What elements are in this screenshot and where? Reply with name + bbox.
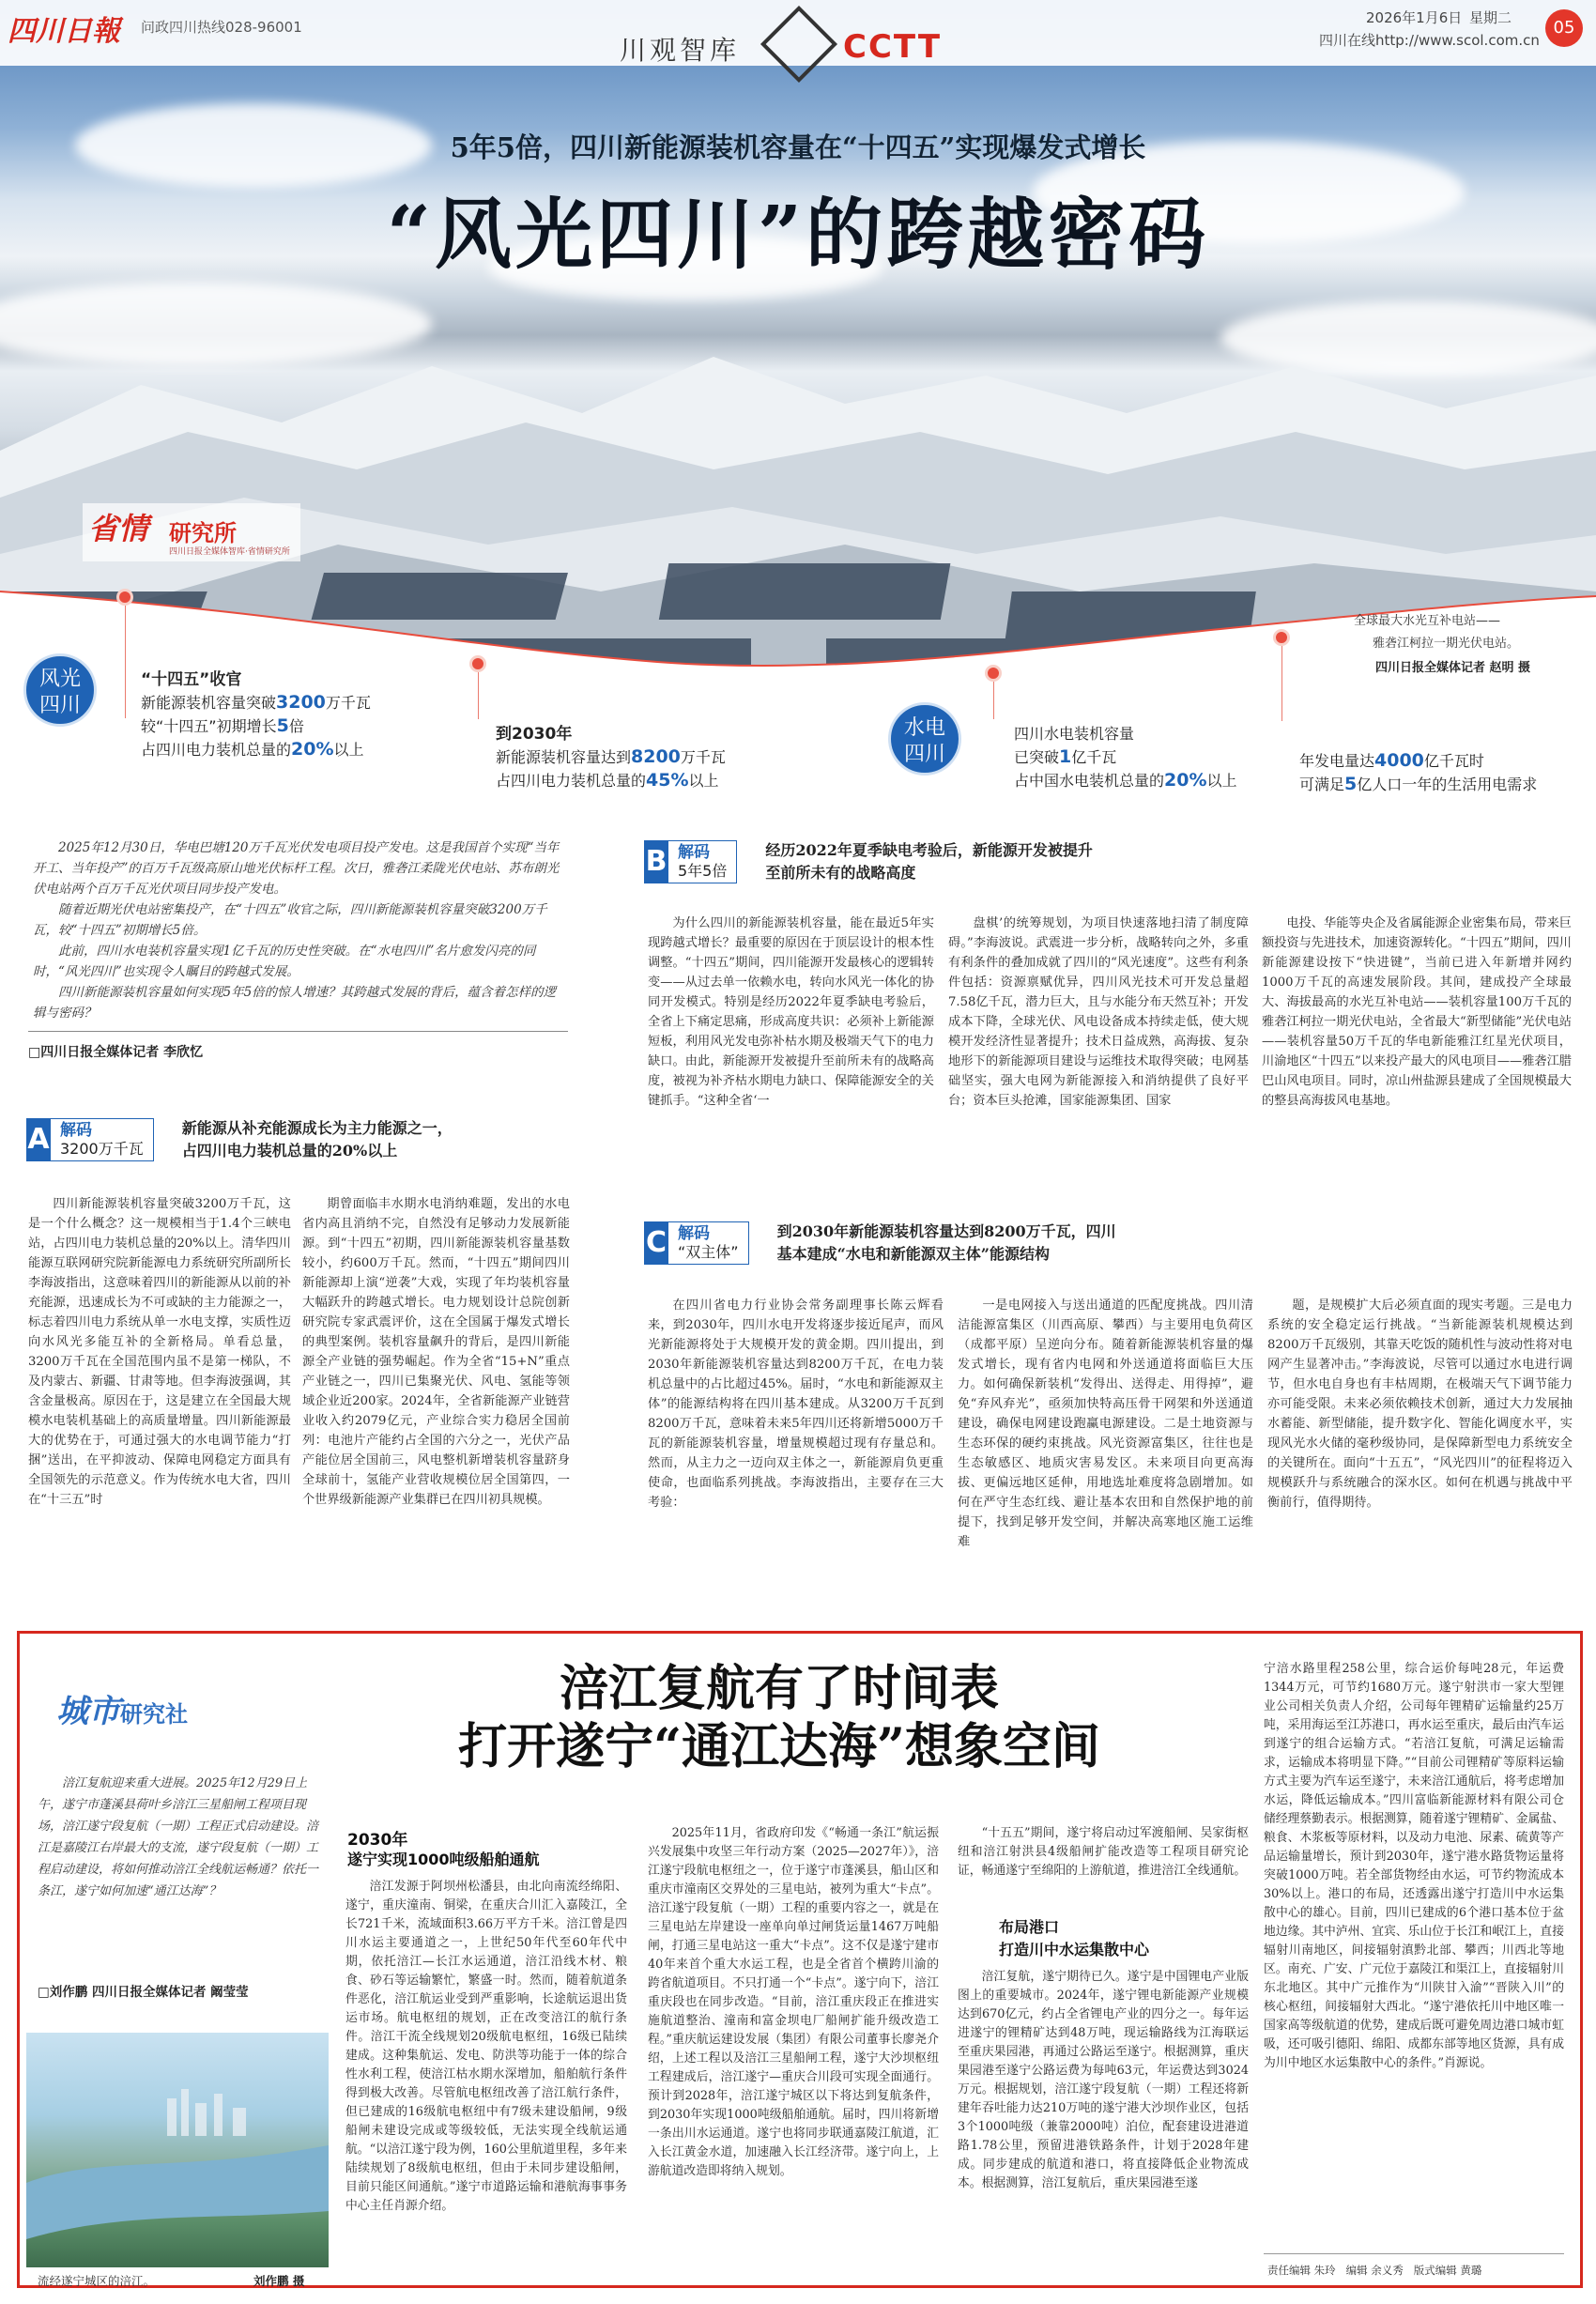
section-subtitle-line: 基本建成“水电和新能源双主体”能源结构 (776, 1245, 1051, 1263)
stat-text: 可满足 (1299, 776, 1345, 793)
divider (28, 1031, 568, 1032)
paper-name: 四川日報 (8, 15, 120, 48)
stat-block-3 (1014, 723, 1237, 792)
hero-headline: “风光四川”的跨越密码 (386, 190, 1210, 280)
stat-text: 以上 (1206, 772, 1237, 790)
section-subtitle (765, 839, 1093, 884)
stat-leader (1281, 646, 1282, 721)
section-subtitle (777, 1221, 1116, 1266)
section-letter: C (644, 1221, 668, 1265)
column-logo-a: 省情 (88, 511, 149, 546)
river-city-photo (26, 2033, 329, 2267)
city-research-logo (56, 1685, 188, 1731)
section-box (51, 1118, 154, 1161)
stat-text: 亿人口一年的生活用电需求 (1357, 776, 1538, 793)
stat-number: 5 (276, 715, 289, 736)
tag-text: 四川 (903, 743, 945, 766)
tag-fengguang (23, 653, 97, 727)
stat-leader (125, 606, 126, 718)
section-c-col2: 一是电网接入与送出通道的匹配度挑战。四川清洁能源富集区（川西高原、攀西）与主要用电负荷区（成都平原）呈逆向分布。随着新能源装机容量的爆发式增长，现有省内电网和外送通道将面临巨大压力。如何确保新装机“发得出、送得走、用得掉”，避免“弃风弃光”，亟须加快特高压骨干网架和外送通道建设，确保电网建设跑赢电源建设。二是土地资源与生态环保的硬约束挑战。风光资源富集区，往往也是生态敏感区、地质灾害易发区。未来项目向更高海拔、更偏远地区延伸，用地选址难度将急剧增加。如何在严守生态红线、避让基本农田和自然保护地的前提下，找到足够开发空间，并解决高寒地区施工运维难 (958, 1298, 1253, 1549)
section-a-col1: 四川新能源装机容量突破3200万千瓦，这是一个什么概念？这一规模相当于1.4个三峡电站，占四川电力装机总量的20%以上。清华四川能源互联网研究院新能源电力系统研究所副所长李海波指出，这意味着四川的新能源从以前的补充能源，迅速成长为不可或缺的主力能源之一，标志着四川电力系统从单一水电支撑，实质性迈向水风光多能互补的全新格局。单看总量，3200万千瓦在全国范围内虽不是第一梯队，不及内蒙古、新疆、甘肃等地。但李海波强调，其含金量极高。原因在于，这是建立在全国最大规模水电装机基础上的高质量增量。四川新能源最大的优势在于，可通过强大的水电调节能力“打捆”送出，在平抑波动、保障电网稳定方面具有全国领先的示范意义。作为传统水电大省，四川在“十三五”时 (28, 1197, 291, 1507)
stat-text: 亿千瓦时 (1423, 752, 1484, 770)
column-logo-b: 研究所 (169, 520, 237, 546)
logo-text: 研究社 (120, 1701, 188, 1728)
intro-byline: □四川日报全媒体记者 李欣忆 (28, 1045, 204, 1060)
title-line: 涪江复航有了时间表 (559, 1660, 999, 1717)
page-number: 05 (1545, 9, 1583, 47)
fujiang-byline: □刘作鹏 四川日报全媒体记者 阚莹莹 (38, 1985, 249, 2000)
stat-text: 年发电量达 (1299, 752, 1375, 770)
section-tag: 解码 (678, 843, 710, 862)
intro-paragraph: 四川新能源装机容量如何实现5年5倍的惊人增速？其跨越式发展的背后，蕴含着怎样的逻辑与密码？ (33, 985, 557, 1021)
fujiang-col1: 涪江发源于阿坝州松潘县，由北向南流经绵阳、遂宁，重庆潼南、铜梁，在重庆合川汇入嘉陵江，全长721千米，流域面积3.66万平方千米。涪江曾是四川水运主要通道之一，上世纪50年代至60年代中期，依托涪江—长江水运通道，涪江沿线木材、粮食、砂石等运输繁忙，繁盛一时。然而，随着航道条件恶化，涪江航运业受到严重影响，长途航运退出货运市场。航电枢纽的规划，正在改变涪江的航行条件。涪江干流全线规划20级航电枢纽，16级已陆续建成。这种集航运、发电、防洪等功能于一体的综合性水利工程，使涪江枯水期水深增加，船舶航行条件得到极大改善。尽管航电枢纽改善了涪江航行条件，但已建成的16级航电枢纽中有7级未建设船闸，9级船闸未建设完成或等级较低，无法实现全线航运通航。“以涪江遂宁段为例，160公里航道里程，多年来陆续规划了8级航电枢纽，但由于未同步建设船闸，目前只能区间通航。”遂宁市道路运输和港航海事事务中心主任肖源介绍。 (345, 1880, 627, 2213)
footer-divider (1264, 2253, 1564, 2254)
hero-kicker: 5年5倍，四川新能源装机容量在“十四五”实现爆发式增长 (450, 131, 1146, 163)
subhead-1a: 2030年 (347, 1831, 408, 1850)
stat-number: 45% (646, 770, 689, 791)
section-subtitle-line: 到2030年新能源装机容量达到8200万千瓦，四川 (776, 1222, 1116, 1240)
stat-dot (469, 655, 486, 672)
stat-text: 以上 (333, 741, 364, 759)
stat-dot (1273, 629, 1290, 646)
brand-logo-text: CCTT (843, 28, 943, 66)
section-subtitle-line: 占四川电力装机总量的20%以上 (181, 1142, 398, 1160)
section-tag: 解码 (678, 1224, 710, 1243)
stat-block-2 (496, 723, 726, 792)
section-key: 5年5倍 (678, 862, 728, 880)
stat-number: 5 (1344, 774, 1358, 794)
stat-number: 1 (1059, 746, 1072, 767)
section-subtitle (182, 1117, 453, 1162)
stat-text: 已突破 (1014, 748, 1060, 766)
tag-shuidian (888, 702, 961, 776)
tag-text: 四川 (38, 694, 81, 717)
subhead-2a: 布局港口 (999, 1918, 1060, 1936)
stat-text: 较“十四五”初期增长 (141, 717, 277, 735)
fujiang-col3-top: “十五五”期间，遂宁将启动过军渡船闸、吴家街枢纽和涪江射洪县4级船闸扩能改造等工程项目研究论证，畅通遂宁至绵阳的上游航道，推进涪江全线通航。 (958, 1826, 1249, 1878)
stat-text: 以上 (688, 772, 719, 790)
stat-text: 占中国水电装机总量的 (1014, 772, 1165, 790)
editor-name: 编辑 余义秀 (1345, 2264, 1404, 2277)
city-skyline-graphic (26, 2033, 329, 2267)
section-c-col1: 在四川省电力行业协会常务副理事长陈云辉看来，到2030年，四川水电开发将逐步接近尾声，而风光新能源将处于大规模开发的黄金期。四川提出，到2030年新能源装机容量达到8200万千瓦，在电力装机总量中的占比超过45%。届时，“水电和新能源双主体”的能源结构将在四川基本建成。从3200万千瓦到8200万千瓦，意味着未来5年四川还将新增5000万千瓦的新能源装机容量，增量规模超过现有存量总和。然而，从主力之一迈向双主体之一，新能源肩负更重使命，也面临系列挑战。李海波指出，主要存在三大考验： (648, 1298, 944, 1510)
tag-text: 风光 (38, 668, 81, 691)
photo-credit: 刘作鹏 摄 (253, 2274, 305, 2288)
photo-caption-1: 全球最大水光互补电站—— (1354, 614, 1501, 628)
section-a-col2: 期曾面临丰水期水电消纳难题，发出的水电省内高且消纳不完，自然没有足够动力发展新能源。到“十四五”初期，四川新能源装机容量基数较小，约600万千瓦。然而，“十四五”期间四川新能源却上演“逆袭”大戏，实现了年均装机容量大幅跃升的跨越式增长。电力规划设计总院创新研究院专家武震评价，这在全国属于爆发式增长的典型案例。装机容量飙升的背后，是四川新能源全产业链的强势崛起。作为全省“15+N”重点产业链之一，四川已集聚光伏、风电、氢能等领域企业近200家。2024年，全省新能源产业链营业收入约2079亿元，产业综合实力稳居全国前列：电池片产能约占全国的六分之一，光伏产品产能位居全国前三，风电整机新增装机容量跻身全球前十，氢能产业营收规模位居全国第四，一个世界级新能源产业集群已在四川初具规模。 (302, 1197, 570, 1507)
section-key: 3200万千瓦 (60, 1140, 144, 1158)
title-line: 打开遂宁“通江达海”想象空间 (458, 1718, 1100, 1775)
intro-paragraph: 随着近期光伏电站密集投产，在“十四五”收官之际，四川新能源装机容量突破3200万千瓦，较“十四五”初期增长5倍。 (33, 902, 547, 938)
brand-name: 川观智库 (620, 35, 741, 66)
photo-caption-2: 雅砻江柯拉一期光伏电站。 (1373, 637, 1520, 651)
stat-leader (478, 672, 479, 719)
intro-paragraph: 此前，四川水电装机容量实现1亿千瓦的历史性突破。在“水电四川”名片愈发闪亮的同时，“风光四川”也实现令人瞩目的跨越式发展。 (33, 944, 536, 979)
section-c-col3: 题，是规模扩大后必须直面的现实考题。三是电力系统的安全稳定运行挑战。“当新能源装机规模达到8200万千瓦级别，其靠天吃饭的随机性与波动性将对电网产生显著冲击。”李海波说，尽管可以通过水电进行调节，但水电自身也有丰枯周期，在极端天气下调节能力亦可能受限。未来必须依赖技术创新，通过大力发展抽水蓄能、新型储能，提升数字化、智能化调度水平，实现风光水火储的毫秒级协同，是保障新型电力系统安全的关键所在。面向“十五五”，“风光四川”的征程将迈入规模跃升与系统融合的深水区。如何在机遇与挑战中平衡前行，值得期待。 (1267, 1298, 1573, 1510)
stat-text: 亿千瓦 (1071, 748, 1117, 766)
section-subtitle-line: 经历2022年夏季缺电考验后，新能源开发被提升 (765, 841, 1093, 859)
section-b-col3: 电投、华能等央企及省属能源企业密集布局，带来巨额投资与先进技术，加速资源转化。“十四五”期间，四川新能源建设按下“快进键”，当前已进入年新增并网约1000万千瓦的高速发展阶段。其间，建成投产全球最大、海拔最高的水光互补电站——装机容量100万千瓦的雅砻江柯拉一期光伏电站，全省最大“新型储能”光伏电站——装机容量50万千瓦的华电新能雅江红星光伏项目，川渝地区“十四五”以来投产最大的风电项目——雅砻江腊巴山风电项目。同时，凉山州盐源县建成了全国规模最大的整县高海拔风电基地。 (1262, 916, 1572, 1108)
photo-credit: 四川日报全媒体记者 赵明 摄 (1375, 661, 1531, 675)
stat-text: 万千瓦 (680, 748, 726, 766)
section-subtitle-line: 新能源从补充能源成长为主力能源之一， (181, 1119, 453, 1137)
stat-number: 8200 (631, 746, 681, 767)
section-letter: A (26, 1118, 51, 1161)
column-logo-sub: 四川日报全媒体智库·省情研究所 (169, 547, 290, 557)
editor-credits (1267, 2263, 1481, 2278)
photo-caption: 流经遂宁城区的涪江。 (38, 2274, 156, 2288)
stat-number: 4000 (1374, 750, 1424, 771)
fujiang-title (319, 1660, 1239, 1776)
tag-text: 水电 (903, 716, 945, 740)
stat-title: 到2030年 (496, 725, 573, 744)
stat-text: 新能源装机容量突破 (141, 694, 277, 712)
stat-number: 20% (291, 739, 334, 760)
intro-lead (33, 837, 568, 1023)
section-b-col2: 盘棋’的统筹规划，为项目快速落地扫清了制度障碍。”李海波说。武震进一步分析，战略转向之外，多重有利条件的叠加成就了四川的“风光速度”。这些有利条件包括：资源禀赋优异，四川风光技术可开发总量超7.58亿千瓦，潜力巨大，且与水能分布天然互补；开发成本下降，全球光伏、风电设备成本持续走低，使大规模开发经济性显著提升；技术日益成熟，高海拔、复杂地形下的新能源项目建设与运维技术取得突破；电网基础坚实，强大电网为新能源接入和消纳提供了良好平台；资本巨头抢滩，国家能源集团、国家 (948, 916, 1249, 1108)
section-box (668, 1221, 749, 1265)
stat-title: 四川水电装机容量 (1014, 725, 1135, 743)
fujiang-lead: 涪江复航迎来重大进展。2025年12月29日上午，遂宁市蓬溪县荷叶乡涪江三星船闸工程项目现场，涪江遂宁段复航（一期）工程正式启动建设。涪江是嘉陵江右岸最大的支流，遂宁段复航（一期）工程启动建设，将如何推动涪江全线航运畅通？依托一条江，遂宁如何加速“通江达海”？ (38, 1776, 319, 1898)
stat-text: 占四川电力装机总量的 (141, 741, 292, 759)
stat-text: 倍 (288, 717, 304, 735)
fujiang-col4: 宁涪水路里程258公里，综合运价每吨28元，年运费1344万元，可节约1680万元。遂宁射洪市一家大型锂业公司相关负责人介绍，公司每年锂精矿运输量约25万吨，采用海运至江苏港口，再水运至重庆，最后由汽车运到遂宁的组合运输方式。“若涪江复航，可满足运输需求，运输成本将明显下降。”“目前公司锂精矿等原料运输方式主要为汽车运至遂宁，未来涪江通航后，将考虑增加水运，降低运输成本。”四川富临新能源材料有限公司仓储经理蔡勤表示。根据测算，随着遂宁锂精矿、金属盐、粮食、木浆板等原材料，以及动力电池、尿素、硫黄等产品运输量增长，预计到2030年，遂宁港水路货物运量将突破1000万吨。若全部货物经由水运，可节约物流成本30%以上。港口的布局，还透露出遂宁打造川中水运集散中心的雄心。目前，四川已建成的6个港口基本位于盆地边缘。其中泸州、宜宾、乐山位于长江和岷江上，直接辐射川南地区，间接辐射滇黔北部、攀西；川西北等地区。南充、广安、广元位于嘉陵江和渠江上，直接辐射川东北地区。其中广元推作为“川陕甘入渝”“晋陕入川”的核心枢纽，间接辐射大西北。“遂宁港依托川中地区唯一国家高等级航道的优势，建成后既可避免周边港口城市虹吸，还可吸引德阳、绵阳、成都东部等地区货源，具有成为川中地区水运集散中心的条件。”肖源说。 (1264, 1662, 1564, 2070)
stat-leader (993, 682, 994, 719)
stat-text: 万千瓦 (325, 694, 371, 712)
fujiang-col3: 涪江复航，遂宁期待已久。遂宁是中国锂电产业版图上的重要城市。2024年，遂宁锂电新能源产业规模达到670亿元，约占全省锂电产业的四分之一。每年运进遂宁的锂精矿达到48万吨，现运输路线为江海联运至重庆果园港，再通过公路运至遂宁。根据测算，重庆果园港至遂宁公路运费为每吨63元，年运费达到3024万元。根据规划，涪江遂宁段复航（一期）工程还将新建年吞吐能力达210万吨的遂宁港大沙坝作业区，包括3个1000吨级（兼靠2000吨）泊位，配套建设进港道路1.78公里，预留进港铁路条件，计划于2028年建成。同步建成的航道和港口，将直接降低企业物流成本。根据测算，涪江复航后，重庆果园港至遂 (958, 1970, 1249, 2190)
hotline-text: 问政四川热线028-96001 (141, 19, 302, 36)
stat-block-4 (1299, 749, 1537, 796)
stat-block-1 (141, 668, 371, 761)
intro-paragraph: 2025年12月30日，华电巴塘120万千瓦光伏发电项目投产发电。这是我国首个实现“当年开工、当年投产”的百万千瓦级高原山地光伏标杆工程。次日，雅砻江柔陇光伏电站、苏布朗光伏电站两个百万千瓦光伏项目同步投产发电。 (33, 840, 560, 897)
subhead-2b: 打造川中水运集散中心 (999, 1941, 1150, 1958)
editor-name: 责任编辑 朱玲 (1267, 2264, 1336, 2277)
section-subtitle-line: 至前所未有的战略高度 (765, 864, 916, 882)
editor-name: 版式编辑 黄璐 (1413, 2264, 1482, 2277)
stat-number: 3200 (276, 692, 326, 713)
issue-weekday: 星期二 (1469, 9, 1512, 26)
section-tag: 解码 (60, 1121, 92, 1140)
stat-dot (116, 589, 133, 606)
section-letter: B (644, 840, 668, 883)
site-url: 四川在线http://www.scol.com.cn (1319, 32, 1540, 49)
column-logo (83, 503, 300, 561)
section-box (668, 840, 737, 883)
section-a-label (26, 1117, 453, 1162)
stat-title: “十四五”收官 (141, 670, 242, 689)
section-key: “双主体” (678, 1243, 739, 1261)
logo-text: 城市 (56, 1693, 120, 1730)
fujiang-col2: 2025年11月，省政府印发《“畅通一条江”航运振兴发展集中攻坚三年行动方案（2025—2027年）》，涪江遂宁段航电枢纽之一，位于遂宁市蓬溪县，船山区和重庆市潼南区交界处的三星电站，被列为重大“卡点”。涪江遂宁段复航（一期）工程的重要内容之一，就是在三星电站左岸建设一座单向单过闸货运量1467万吨船闸，打通三星电站这一重大“卡点”。这不仅是遂宁建市40年来首个重大水运工程，也是全省首个横跨川渝的跨省航道项目。不只打通一个“卡点”。遂宁向下，涪江重庆段也在同步改造。“目前，涪江重庆段正在推进实施航道整治、潼南和富金坝电厂船闸扩能升级改造工程。”重庆航运建设发展（集团）有限公司董事长廖尧介绍，上述工程以及涪江三星船闸工程，遂宁大沙坝枢纽工程建成后，涪江遂宁—重庆合川段可实现全面通行。预计到2028年，涪江遂宁城区以下将达到复航条件，到2030年实现1000吨级船舶通航。届时，四川将新增一条出川水运通道。遂宁也将同步联通嘉陵江航道，汇入长江黄金水道，加速融入长江经济带。遂宁向上，上游航道改造即将纳入规划。 (648, 1826, 939, 2178)
issue-date: 2026年1月6日 (1366, 9, 1463, 26)
stat-text: 占四川电力装机总量的 (496, 772, 647, 790)
stat-number: 20% (1164, 770, 1207, 791)
stat-text: 新能源装机容量达到 (496, 748, 632, 766)
section-b-label (644, 839, 1093, 884)
section-c-label (644, 1221, 1116, 1266)
section-b-col1: 为什么四川的新能源装机容量，能在最近5年实现跨越式增长？最重要的原因在于顶层设计的根本性调整。“十四五”期间，四川能源开发最核心的逻辑转变——从过去单一依赖水电，转向水风光一体化的协同开发模式。特别是经历2022年夏季缺电考验后，全省上下痛定思痛，形成高度共识：必须补上新能源短板，利用风光发电弥补枯水期及极端天气下的电力缺口。由此，新能源开发被提升至前所未有的战略高度，被视为补齐枯水期电力缺口、保障能源安全的关键抓手。“这种全省‘一 (648, 916, 934, 1108)
subhead-1b: 遂宁实现1000吨级船舶通航 (347, 1851, 540, 1868)
stat-dot (985, 665, 1002, 682)
